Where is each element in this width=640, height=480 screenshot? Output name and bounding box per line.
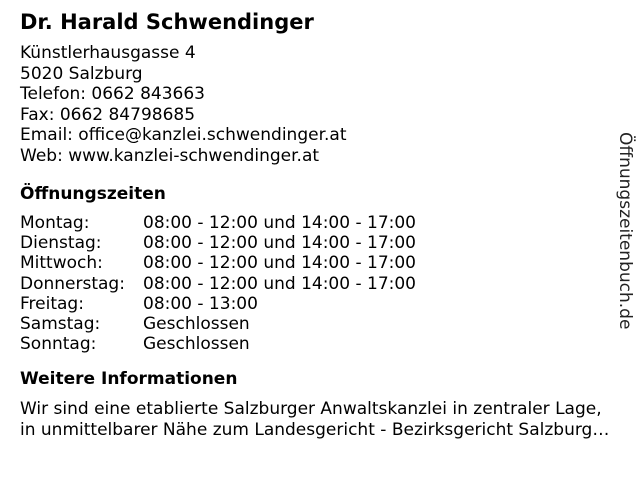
street-address: Künstlerhausgasse 4 (20, 43, 196, 63)
hours-day: Sonntag: (20, 334, 97, 355)
hours-row (20, 274, 620, 294)
hours-time: 08:00 - 13:00 (143, 293, 258, 314)
hours-day: Samstag: (20, 314, 101, 335)
fax-number: Fax: 0662 84798685 (20, 104, 196, 125)
hours-time: 08:00 - 12:00 und 14:00 - 17:00 (143, 253, 416, 274)
hours-row (20, 294, 620, 314)
business-card (20, 8, 620, 441)
hours-time: 08:00 - 12:00 und 14:00 - 17:00 (143, 273, 416, 294)
hours-day: Donnerstag: (20, 273, 125, 294)
business-name: Dr. Harald Schwendinger (20, 10, 314, 34)
hours-day: Montag: (20, 213, 90, 233)
email-line (20, 125, 620, 146)
hours-time: Geschlossen (143, 314, 250, 335)
hours-row (20, 314, 620, 334)
hours-row (20, 253, 620, 273)
hours-time: 08:00 - 12:00 und 14:00 - 17:00 (143, 213, 416, 233)
hours-row (20, 213, 620, 233)
city-address: 5020 Salzburg (20, 63, 143, 84)
web-label: Web: (20, 145, 69, 166)
hours-row (20, 233, 620, 253)
opening-hours-heading: Öffnungszeiten (20, 184, 166, 204)
hours-row (20, 334, 620, 354)
web-line (20, 146, 620, 167)
opening-hours-table (20, 213, 620, 354)
further-info-text (20, 399, 620, 441)
hours-day: Dienstag: (20, 233, 102, 254)
contact-block (20, 43, 620, 166)
web-link[interactable]: www.kanzlei-schwendinger.at (68, 145, 320, 166)
further-info-heading: Weitere Informationen (20, 369, 238, 390)
phone-number: Telefon: 0662 843663 (20, 84, 205, 104)
hours-day: Freitag: (20, 293, 84, 314)
hours-day: Mittwoch: (20, 253, 103, 274)
info-line-2: in unmittelbarer Nähe zum Landesgericht - Bezirksgericht Salzburg… (20, 420, 610, 441)
email-label: Email: (20, 125, 79, 145)
site-watermark: Öffnungszeitenbuch.de (615, 132, 635, 330)
hours-time: 08:00 - 12:00 und 14:00 - 17:00 (143, 233, 416, 254)
hours-time: Geschlossen (143, 334, 250, 355)
email-link[interactable]: office@kanzlei.schwendinger.at (78, 125, 347, 145)
info-line-1: Wir sind eine etablierte Salzburger Anwaltskanzlei in zentraler Lage, (20, 399, 602, 420)
